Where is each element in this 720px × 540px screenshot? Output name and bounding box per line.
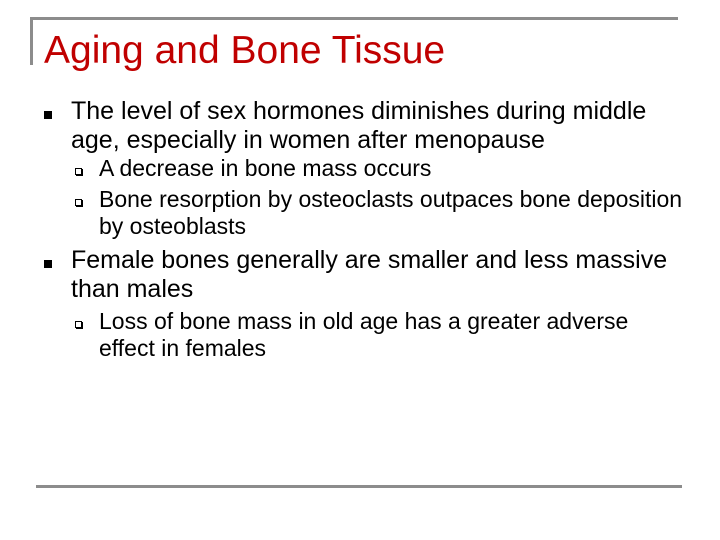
bullet-1-sub-2: [44, 186, 684, 240]
checkbox-bullet-icon: [75, 321, 82, 328]
bullet-2-sub-1-text: Loss of bone mass in old age has a greater adverse effect in females: [99, 308, 629, 361]
bullet-1-sub-1-text: A decrease in bone mass occurs: [99, 155, 432, 181]
bullet-1: [44, 97, 684, 155]
bullet-2-text: Female bones generally are smaller and less massive than males: [71, 246, 668, 303]
bullet-1-sub-1: [44, 155, 684, 182]
slide-body: [44, 97, 684, 362]
square-bullet-icon: [44, 111, 52, 119]
checkbox-bullet-icon: [75, 168, 82, 175]
bullet-2-sub-1: [44, 308, 684, 362]
checkbox-bullet-icon: [75, 199, 82, 206]
bullet-1-sub-2-text: Bone resorption by osteoclasts outpaces bone deposition by osteoblasts: [99, 186, 683, 239]
square-bullet-icon: [44, 260, 52, 268]
frame-bottom-rule: [36, 485, 682, 488]
bullet-2: [44, 246, 684, 304]
bullet-1-text: The level of sex hormones diminishes during middle age, especially in women after menopause: [71, 97, 647, 154]
slide-title: Aging and Bone Tissue: [44, 29, 446, 72]
frame-top-rule: [30, 17, 678, 20]
frame-left-rule: [30, 17, 33, 65]
